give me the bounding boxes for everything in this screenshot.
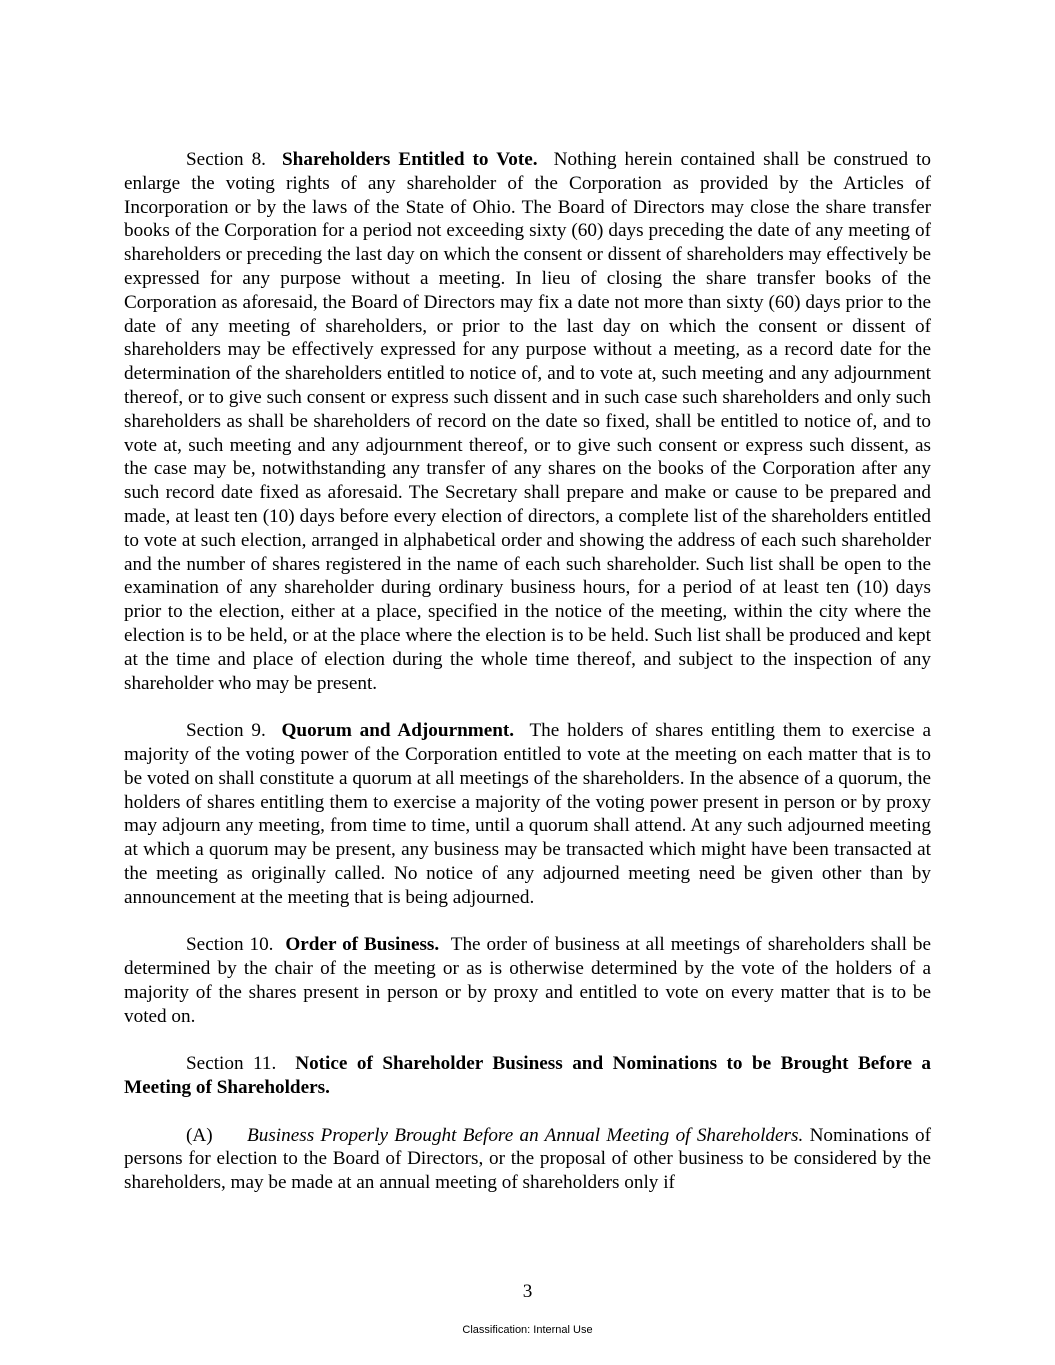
section-10-paragraph bbox=[124, 933, 931, 1028]
section-8-paragraph bbox=[124, 148, 931, 695]
section-number: Section 8. bbox=[186, 149, 266, 170]
section-heading: Order of Business. bbox=[285, 934, 440, 956]
section-heading: Shareholders Entitled to Vote. bbox=[282, 149, 538, 170]
subsection-label: (A) bbox=[186, 1124, 213, 1146]
subsection-body: Nominations of persons for election to the Board of Directors, or the proposal of other business to be considered by the shareholders, may be made at an annual meeting of shareholders only if bbox=[124, 1124, 932, 1194]
section-number: Section 11. bbox=[186, 1053, 277, 1075]
section-body: The holders of shares entitling them to exercise a majority of the voting power of the Corporation entitled to vote at the meeting on each matter that is to be voted on shall constitute a quorum at all meetings of the shareholders. In the absence of a quorum, the holders of shares entitling them to exercise a majority of the voting power present in person or by proxy may adjourn any meeting, from time to time, until a quorum shall attend. At any such adjourned meeting at which a quorum may be present, any business may be transacted which might have been transacted at the meeting as originally called. No notice of any adjourned meeting need be given other than by announcement at the meeting that is being adjourned. bbox=[124, 720, 931, 908]
section-heading: Notice of Shareholder Business and Nominations to be Brought Before a Meeting of Shareholders. bbox=[124, 1053, 932, 1099]
classification-label: Classification: Internal Use bbox=[462, 1324, 593, 1336]
section-9-paragraph bbox=[124, 719, 931, 909]
subsection-heading: Business Properly Brought Before an Annual Meeting of Shareholders. bbox=[247, 1124, 804, 1146]
section-heading: Quorum and Adjournment. bbox=[281, 720, 515, 742]
subsection-a-paragraph bbox=[124, 1124, 931, 1195]
document-body bbox=[124, 148, 931, 1219]
section-body: The order of business at all meetings of shareholders shall be determined by the chair of the meeting or as is otherwise determined by the vote of the holders of a majority of the shares present in person or by proxy and entitled to vote on every matter that is to be voted on. bbox=[124, 934, 932, 1027]
section-11-paragraph bbox=[124, 1052, 931, 1100]
section-number: Section 9. bbox=[186, 720, 266, 742]
section-number: Section 10. bbox=[186, 934, 274, 956]
section-body: Nothing herein contained shall be construed to enlarge the voting rights of any shareholder of the Corporation as provided by the Articles of Incorporation or by the laws of the State of Ohio. The Board of Directors may close the share transfer books of the Corporation for a period not exceeding sixty (60) days preceding the date of any meeting of shareholders or preceding the last day on which the consent or dissent of shareholders may effectively be expressed for any purpose without a meeting. In lieu of closing the share transfer books of the Corporation as aforesaid, the Board of Directors may fix a date not more than sixty (60) days prior to the date of any meeting of shareholders, or prior to the last day on which the consent or dissent of shareholders may be effectively expressed for any purpose without a meeting, as a record date for the determination of the shareholders entitled to notice of, and to vote at, such meeting and any adjournment thereof, or to give such consent or express such dissent and in such case such shareholders and only such shareholders as shall be shareholders of record on the date so fixed, shall be entitled to notice of, and to vote at, such meeting and any adjournment thereof, or to give such consent or express such dissent, as the case may be, notwithstanding any transfer of any shares on the books of the Corporation after any such record date fixed as aforesaid. The Secretary shall prepare and make or cause to be prepared and made, at least ten (10) days before every election of directors, a complete list of the shareholders entitled to vote at such election, arranged in alphabetical order and showing the address of each such shareholder and the number of shares registered in the name of each such shareholder. Such list shall be open to the examination of any shareholder during ordinary business hours, for a period of at least ten (10) days prior to the election, either at a place, specified in the notice of the meeting, within the city where the election is to be held, or at the place where the election is to be held. Such list shall be produced and kept at the time and place of election during the whole time thereof, and subject to the inspection of any shareholder who may be present. bbox=[124, 149, 932, 694]
page-number: 3 bbox=[522, 1281, 533, 1302]
